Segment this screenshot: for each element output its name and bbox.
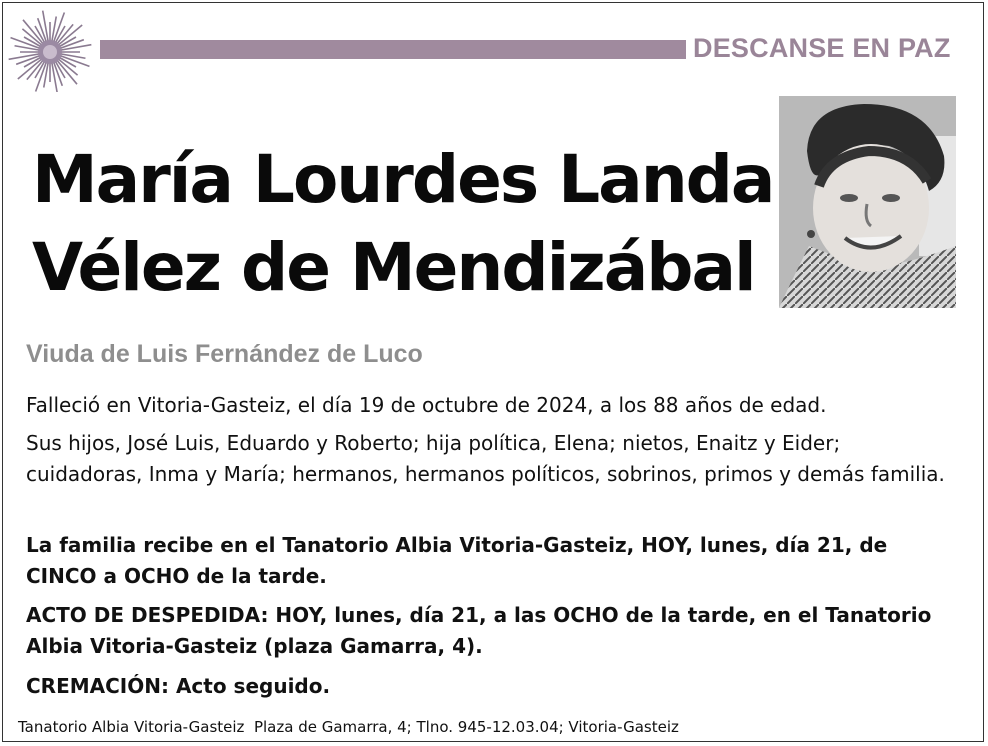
name-line-1: María Lourdes Landa — [32, 141, 774, 218]
family-list: Sus hijos, José Luis, Eduardo y Roberto; hija política, Elena; nietos, Enaitz y Eider; cuidadoras, Inma y María; hermanos, hermanos políticos, sobrinos, primos y demás familia. — [26, 431, 945, 486]
reception-notice: La familia recibe en el Tanatorio Albia Vitoria-Gasteiz, HOY, lunes, día 21, de CINCO a OCHO de la tarde. — [26, 533, 888, 588]
rip-heading: DESCANSE EN PAZ — [693, 33, 951, 63]
widow-subtitle: Viuda de Luis Fernández de Luco — [26, 340, 423, 368]
name-line-2: Vélez de Mendizábal — [32, 229, 755, 306]
portrait-photo — [779, 96, 956, 308]
thistle-flower-icon — [8, 8, 92, 92]
farewell-notice: ACTO DE DESPEDIDA: HOY, lunes, día 21, a las OCHO de la tarde, en el Tanatorio Albia Vitoria-Gasteiz (plaza Gamarra, 4). — [26, 603, 932, 658]
header-bar — [100, 40, 686, 59]
funeral-home-footer: Tanatorio Albia Vitoria-Gasteiz Plaza de Gamarra, 4; Tlno. 945-12.03.04; Vitoria-Gasteiz — [18, 718, 679, 736]
deceased-name — [32, 136, 773, 312]
death-notice: Falleció en Vitoria-Gasteiz, el día 19 de octubre de 2024, a los 88 años de edad. — [26, 393, 827, 417]
cremation-notice: CREMACIÓN: Acto seguido. — [26, 674, 331, 698]
